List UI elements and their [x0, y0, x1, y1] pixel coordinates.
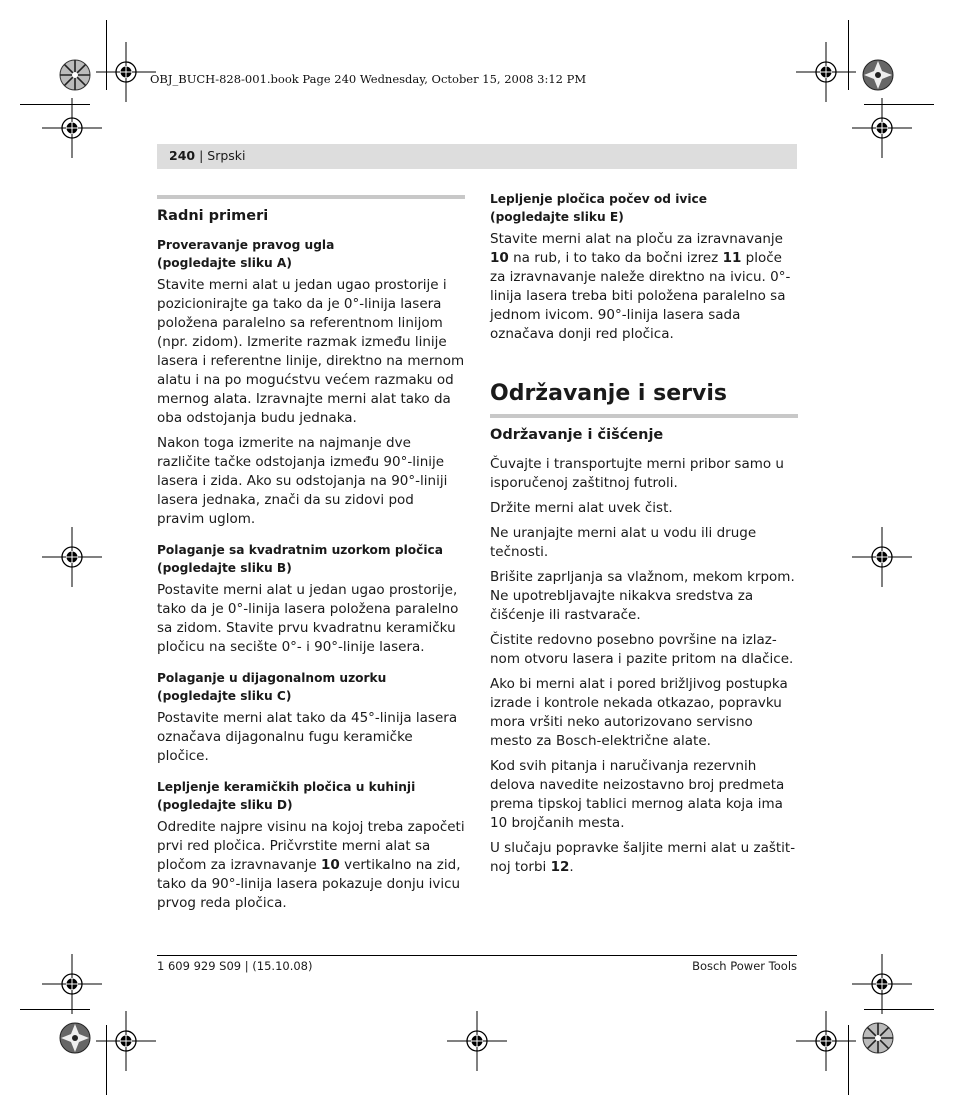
- paragraph: Stavite merni alat na ploču za izravnavanje 10 na rub, i to tako da bočni izrez 11 ploče za izravnavanje naleže direktno na ivicu. 0°-linija lasera treba biti položena paralelno sa jednom ivicom. 90°-linija lasera sada označava donji red pločica.: [490, 231, 791, 342]
- paragraph: Nakon toga izmerite na najmanje dve različite tačke odstojanja između 90°-linije lasera i zida. Ako su odstojanja na 90°-liniji lasera jednaka, znači da su zidovi pod pravim uglom.: [157, 435, 448, 527]
- paragraph: Postavite merni alat tako da 45°-linija lasera označava dijagonalnu fugu keramičke pločice.: [157, 710, 458, 764]
- subsection-title: Lepljenje keramičkih pločica u kuhinji (pogledajte sliku D): [157, 780, 416, 812]
- section-rule: [157, 195, 465, 199]
- registration-mark-icon: [852, 527, 912, 587]
- file-header: OBJ_BUCH-828-001.book Page 240 Wednesday, October 15, 2008 3:12 PM: [150, 72, 587, 86]
- paragraph: Čuvajte i transportujte merni pribor samo u isporučenoj zaštitnoj futroli.: [490, 456, 784, 491]
- registration-mark-icon: [796, 42, 856, 102]
- color-rosette-icon: [862, 59, 894, 91]
- section-title: Radni primeri: [157, 208, 269, 224]
- footer-brand: Bosch Power Tools: [692, 959, 797, 973]
- color-rosette-icon: [862, 1022, 894, 1054]
- registration-mark-icon: [796, 1011, 856, 1071]
- paragraph: U slučaju popravke šaljite merni alat u zaštit-noj torbi 12.: [490, 840, 796, 875]
- page-number: 240: [169, 148, 196, 163]
- header-language: Srpski: [207, 148, 246, 163]
- left-column: [157, 195, 465, 919]
- paragraph: Stavite merni alat u jedan ugao prostorije i pozicionirajte ga tako da je 0°-linija lasera položena paralelno sa referentnom linijom (npr. zidom). Izmerite razmak između linije lasera i referentne linije, direktno na mernom alatu i na po mogućstvu većem razmaku od mernog alata. Izravnajte merni alat tako da oba odstojanja budu jednaka.: [157, 277, 465, 426]
- registration-mark-icon: [42, 954, 102, 1014]
- registration-mark-icon: [42, 98, 102, 158]
- header-separator: |: [199, 148, 204, 163]
- registration-mark-icon: [96, 42, 156, 102]
- paragraph: Postavite merni alat u jedan ugao prostorije, tako da je 0°-linija lasera položena paralelno sa zidom. Stavite prvu kvadratnu keramičku pločicu na secište 0°- i 90°-linije lasera.: [157, 582, 459, 655]
- right-column: [490, 190, 798, 883]
- paragraph: Brišite zaprljanja sa vlažnom, mekom krpom. Ne upotrebljavajte nikakva sredstva za čišćenje ili rastvarače.: [490, 569, 795, 623]
- paragraph: Ne uranjajte merni alat u vodu ili druge tečnosti.: [490, 525, 757, 560]
- footer-doc-id: 1 609 929 S09 | (15.10.08): [157, 959, 313, 973]
- color-rosette-icon: [59, 1022, 91, 1054]
- chapter-title: Održavanje i servis: [490, 381, 727, 406]
- section-rule: [490, 414, 798, 418]
- paragraph: Ako bi merni alat i pored brižljivog postupka izrade i kontrole nekada otkazao, popravku mora vršiti neko autorizovano servisno mesto za Bosch-električne alate.: [490, 676, 788, 749]
- paragraph: Držite merni alat uvek čist.: [490, 500, 673, 516]
- registration-mark-icon: [447, 1011, 507, 1071]
- subsection-title: Lepljenje pločica počev od ivice (pogledajte sliku E): [490, 192, 708, 224]
- footer-rule: [157, 955, 797, 956]
- paragraph: Čistite redovno posebno površine na izlaz-nom otvoru lasera i pazite pritom na dlačice.: [490, 632, 794, 667]
- page-header: [157, 144, 797, 169]
- subsection-title: Polaganje sa kvadratnim uzorkom pločica (pogledajte sliku B): [157, 543, 443, 575]
- paragraph: Odredite najpre visinu na kojoj treba započeti prvi red pločica. Pričvrstite merni alat sa pločom za izravnavanje 10 vertikalno na zid, tako da 90°-linija lasera pokazuje donju ivicu prvog reda pločica.: [157, 819, 465, 911]
- subsection-title: Proveravanje pravog ugla (pogledajte sliku A): [157, 238, 335, 270]
- paragraph: Kod svih pitanja i naručivanja rezervnih delova navedite neizostavno broj predmeta prema tipskoj tablici mernog alata koja ima 10 brojčanih mesta.: [490, 758, 785, 831]
- subsection-title: Polaganje u dijagonalnom uzorku (pogledajte sliku C): [157, 671, 387, 703]
- registration-mark-icon: [96, 1011, 156, 1071]
- section-title: Održavanje i čišćenje: [490, 427, 664, 443]
- registration-mark-icon: [42, 527, 102, 587]
- registration-mark-icon: [852, 98, 912, 158]
- color-rosette-icon: [59, 59, 91, 91]
- registration-mark-icon: [852, 954, 912, 1014]
